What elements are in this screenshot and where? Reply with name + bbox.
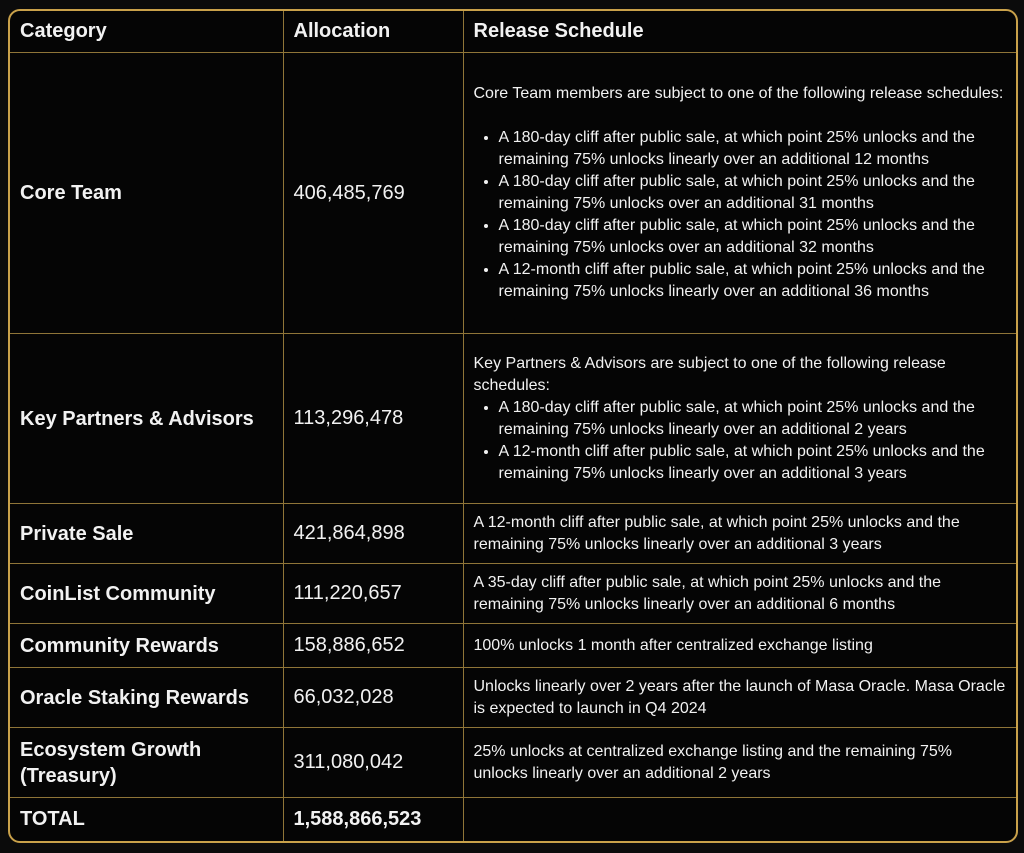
header-release-schedule: Release Schedule xyxy=(463,11,1016,53)
category-cell: Core Team xyxy=(10,53,283,334)
table-row xyxy=(10,624,1016,668)
release-schedule-cell: 100% unlocks 1 month after centralized exchange listing xyxy=(463,624,1016,668)
allocation-cell: 113,296,478 xyxy=(283,334,463,504)
table-row xyxy=(10,728,1016,798)
table-row xyxy=(10,668,1016,728)
schedule-item: • A 12-month cliff after public sale, at which point 25% unlocks and the remaining 75% unlocks linearly over an additional 3 years xyxy=(499,441,1007,485)
release-schedule-cell: Unlocks linearly over 2 years after the launch of Masa Oracle. Masa Oracle is expected to launch in Q4 2024 xyxy=(463,668,1016,728)
allocation-cell: 406,485,769 xyxy=(283,53,463,334)
category-cell: Ecosystem Growth (Treasury) xyxy=(10,728,283,798)
table-row xyxy=(10,504,1016,564)
total-label: TOTAL xyxy=(10,798,283,841)
schedule-list xyxy=(474,127,1007,303)
token-allocation-table xyxy=(10,11,1016,841)
allocation-cell: 111,220,657 xyxy=(283,564,463,624)
total-value: 1,588,866,523 xyxy=(283,798,463,841)
allocation-cell: 66,032,028 xyxy=(283,668,463,728)
schedule-intro: Core Team members are subject to one of the following release schedules: xyxy=(473,85,1004,103)
table-row xyxy=(10,564,1016,624)
header-allocation: Allocation xyxy=(283,11,463,53)
table-header-row xyxy=(10,11,1016,53)
allocation-cell: 421,864,898 xyxy=(283,504,463,564)
release-schedule-cell: 25% unlocks at centralized exchange listing and the remaining 75% unlocks linearly over an additional 2 years xyxy=(463,728,1016,798)
release-schedule-cell: A 35-day cliff after public sale, at which point 25% unlocks and the remaining 75% unlocks linearly over an additional 6 months xyxy=(463,564,1016,624)
schedule-intro: Key Partners & Advisors are subject to one of the following release schedules: xyxy=(473,354,946,394)
schedule-item: • A 180-day cliff after public sale, at which point 25% unlocks and the remaining 75% unlocks over an additional 31 months xyxy=(499,171,1007,215)
table-row xyxy=(10,53,1016,334)
schedule-item: • A 180-day cliff after public sale, at which point 25% unlocks and the remaining 75% unlocks over an additional 32 months xyxy=(499,215,1007,259)
schedule-item: • A 12-month cliff after public sale, at which point 25% unlocks and the remaining 75% unlocks linearly over an additional 36 months xyxy=(499,259,1007,303)
table-row xyxy=(10,334,1016,504)
schedule-item: • A 180-day cliff after public sale, at which point 25% unlocks and the remaining 75% unlocks linearly over an additional 2 years xyxy=(499,397,1007,441)
schedule-item: • A 180-day cliff after public sale, at which point 25% unlocks and the remaining 75% unlocks linearly over an additional 12 months xyxy=(499,127,1007,171)
release-schedule-cell xyxy=(463,53,1016,334)
release-schedule-cell: A 12-month cliff after public sale, at which point 25% unlocks and the remaining 75% unlocks linearly over an additional 3 years xyxy=(463,504,1016,564)
category-cell: Oracle Staking Rewards xyxy=(10,668,283,728)
release-schedule-cell xyxy=(463,334,1016,504)
category-cell: Key Partners & Advisors xyxy=(10,334,283,504)
allocation-table-frame xyxy=(8,9,1018,843)
total-empty-cell xyxy=(463,798,1016,841)
schedule-list xyxy=(474,397,1007,485)
allocation-cell: 158,886,652 xyxy=(283,624,463,668)
header-category: Category xyxy=(10,11,283,53)
category-cell: CoinList Community xyxy=(10,564,283,624)
allocation-cell: 311,080,042 xyxy=(283,728,463,798)
category-cell: Community Rewards xyxy=(10,624,283,668)
category-cell: Private Sale xyxy=(10,504,283,564)
total-row xyxy=(10,798,1016,841)
